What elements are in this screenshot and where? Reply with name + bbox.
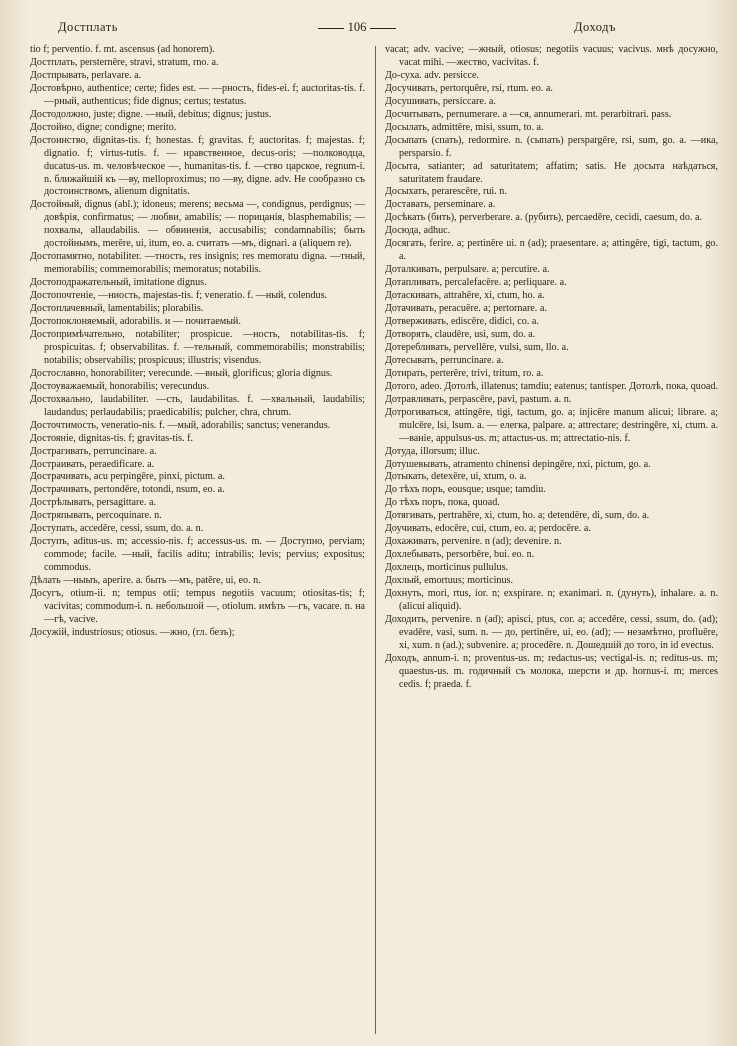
entry-headword: Достодолжно, [30, 108, 91, 120]
entry-definition: juste; digne. —ный, debitus; dignus; justus. [93, 108, 272, 120]
dictionary-entry [385, 135, 718, 161]
entry-headword: Досѣкать (бить), [385, 212, 457, 224]
dictionary-entry [385, 316, 718, 329]
entry-headword: Дострачивать, [30, 471, 92, 483]
dictionary-entry [385, 381, 718, 394]
entry-definition: industriosus; otiosus. —жно, (гл. безъ); [71, 626, 235, 638]
dictionary-entry [385, 342, 718, 355]
entry-definition: pertrahēre, xi, ctum, ho. a; detendēre, di, sum, do. a. [438, 510, 650, 522]
entry-headword: Дотягивать, [385, 510, 436, 522]
dictionary-entry [385, 523, 718, 536]
entry-headword: Дотыкать, [385, 471, 429, 483]
entry-headword: Достраивать, [30, 458, 87, 470]
entry-definition: perpulsare. a; percutire. a. [444, 264, 550, 276]
entry-headword: Достплать, [30, 56, 78, 68]
entry-definition: otium-ii. n; tempus otii; tempus negotiis vacuum; otiositas-tis; f; vacivitas; commodum-i. n. небольшой —, otiolum. имѣть —гъ, vacare. n. на —гѣ, vacive. [44, 588, 365, 625]
dictionary-entry [385, 653, 718, 692]
entry-definition: ferire. a; pertinēre ui. n (ad); praesentare. a; attingēre, tigi, tactum, go. a. [399, 238, 718, 263]
dictionary-entry [30, 575, 365, 588]
entry-definition: persiccare. a. [442, 95, 496, 107]
entry-headword: Досыхать, [385, 186, 430, 198]
entry-headword: Дотесывать, [385, 354, 438, 366]
entry-headword: Доставать, [385, 199, 432, 211]
dictionary-entry [30, 70, 365, 83]
dictionary-entry [385, 186, 718, 199]
entry-headword: Достопримѣчательно, [30, 328, 125, 340]
page-number: 106 [347, 20, 367, 34]
dictionary-entry [30, 316, 365, 329]
entry-definition: notabiliter. —тность, res insignis; res memoratu digna. —тный, memorabilis; commemorabilis; memoratus; notabilis. [44, 251, 365, 276]
entry-definition: redormire. n. (сыпать) perspargēre, rsi, sum, go. a. —ика, persparsio. f. [399, 134, 718, 159]
dictionary-entry [30, 57, 365, 70]
entry-headword: Досточтимость, [30, 419, 99, 431]
dictionary-entry [30, 83, 365, 109]
entry-headword: Дотирать, [385, 367, 428, 379]
entry-definition: pervellēre, vulsi, sum, llo. a. [453, 341, 569, 353]
entry-headword: Дохлый, [385, 575, 422, 587]
entry-definition: persagittare. a. [96, 497, 156, 509]
dictionary-entry [385, 199, 718, 212]
entry-definition: persorbēre, bui. eo. n. [446, 549, 535, 561]
dictionary-entry [30, 471, 365, 484]
entry-headword: Досушивать, [385, 95, 441, 107]
entry-definition: persternēre, stravi, stratum, rno. a. [79, 56, 219, 68]
entry-definition: pervenire. n (ad); apisci, ptus, cor. a; accedēre, cessi, ssum, do. (ad); evadēre, vasi, sum. n. — до, pertinēre, ui, eo. (ad); — незамѣтно, profluēre, xi, xum. n (ad.); subvenire. a; procedēre. n. Дошедшій до того, in id evectus. [399, 613, 718, 651]
entry-headword: Досчитывать, [385, 108, 444, 120]
left-column [30, 44, 365, 1034]
entry-definition: peracuēre. a; pertornare. a. [438, 303, 547, 315]
entry-definition: veneratio-nis. f. —мый, adorabilis; sanctus; venerandus. [101, 419, 331, 431]
entry-headword: Досюда, [385, 225, 421, 237]
entry-definition: peraedificare. a. [89, 458, 155, 470]
entry-headword: Достряпывать, [30, 510, 94, 522]
dictionary-entry [385, 83, 718, 96]
dictionary-entry [30, 303, 365, 316]
entry-definition: perarescēre, rui. n. [431, 186, 507, 198]
dictionary-entry [385, 484, 718, 497]
dictionary-entry [30, 459, 365, 472]
entry-headword: Дохлебывать, [385, 549, 444, 561]
entry-headword: Досучивать, [385, 82, 438, 94]
entry-headword: Достоподражательный, [30, 277, 131, 289]
entry-definition: perlavare. a. [91, 69, 142, 81]
dictionary-entry [30, 510, 365, 523]
rule-right [370, 28, 396, 29]
entry-definition: aditus-us. m; accessio-nis. f; accessus-us. m. — Доступно, perviam; commode; facile. —ный, facilis aditu; intrabilis; levis; pervius; expositus; commodus. [44, 536, 365, 574]
dictionary-entry [30, 420, 365, 433]
header-right-guideword: Доходъ [574, 20, 616, 34]
dictionary-entry [385, 264, 718, 277]
entry-headword: Доходить, [385, 613, 429, 625]
dictionary-entry [385, 355, 718, 368]
entry-definition: perruncinare. a. [440, 354, 504, 366]
running-header [0, 20, 737, 38]
dictionary-entry [30, 368, 365, 381]
entry-definition: attrahēre, xi, ctum, ho. a. [443, 290, 545, 302]
dictionary-entry [30, 329, 365, 368]
dictionary-entry [385, 575, 718, 588]
dictionary-entry [30, 44, 365, 57]
dictionary-entry [30, 394, 365, 420]
entry-headword: Достохвально, [30, 393, 93, 405]
entry-definition: imitatione dignus. [133, 277, 207, 289]
entry-definition: percalefacēre. a; perliquare. a. [444, 277, 567, 289]
entry-headword: Досыта, [385, 160, 421, 172]
entry-definition: ediscēre, didici, co. a. [450, 316, 539, 328]
entry-definition: vacat; adv. vacive; —жный, otiosus; negotiis vacuus; vacivus. мнѣ досужно, vacat mihi. —жество, vacivitas. f. [385, 44, 718, 68]
entry-definition: honorabilis; verecundus. [109, 380, 210, 392]
entry-headword: Дотворять, [385, 328, 433, 340]
entry-definition: notabiliter; prospicue. —ность, notabilitas-tis. f; prospicuitas. f; observabilitas. f. —тельный, commemorabilis; monstrabilis; notabilis; observabilis; prospicuus; illustris; visendus. [44, 328, 365, 366]
entry-headword: Дохнуть, [385, 588, 424, 600]
entry-definition: пока, quoad. [447, 497, 500, 509]
dictionary-entry [30, 135, 365, 200]
dictionary-entry [30, 536, 365, 575]
entry-headword: Досыпать (спать), [385, 134, 464, 146]
entry-headword: Доступать, [30, 523, 78, 535]
entry-definition: pervenire. n (ad); devenire. n. [441, 536, 562, 548]
entry-headword: Дѣлать —ныыъ, [30, 575, 101, 587]
dictionary-entry [385, 161, 718, 187]
dictionary-entry [385, 446, 718, 459]
entry-definition: perseminare. a. [433, 199, 496, 211]
entry-definition: adv. persicce. [424, 69, 479, 81]
entry-definition: emortuus; morticinus. [424, 575, 513, 587]
dictionary-entry [30, 277, 365, 290]
dictionary-entry [30, 122, 365, 135]
entry-definition: pertondēre, totondi, nsum, eo. a. [93, 484, 225, 496]
entry-headword: Досугъ, [30, 588, 64, 600]
entry-headword: Досужій, [30, 626, 70, 638]
dictionary-entry [385, 407, 718, 446]
dictionary-entry [385, 238, 718, 264]
dictionary-entry [385, 109, 718, 122]
dictionary-entry [385, 44, 718, 70]
dictionary-entry [30, 251, 365, 277]
entry-definition: pertorquēre, rsi, rtum. eo. a. [440, 82, 553, 94]
entry-definition: adorabilis. и — почитаемый. [119, 316, 241, 328]
dictionary-entry [385, 303, 718, 316]
entry-definition: adhuc. [423, 225, 451, 237]
page-number-block [302, 20, 412, 35]
entry-definition: detexēre, ui, xtum, o. a. [431, 471, 527, 483]
dictionary-entry [385, 562, 718, 575]
entry-definition: admittēre, misi, ssum, to. a. [431, 121, 544, 133]
entry-headword: Доталкивать, [385, 264, 442, 276]
entry-headword: До тѣхъ поръ, [385, 484, 446, 496]
entry-headword: Дотапливать, [385, 277, 443, 289]
entry-headword: Достойный, [30, 199, 82, 211]
entry-headword: Дотаскивать, [385, 290, 442, 302]
entry-headword: До-суха. [385, 69, 422, 81]
entry-definition: acu perpingēre, pinxi, pictum. a. [93, 471, 225, 483]
dictionary-entry [30, 199, 365, 251]
entry-headword: Дострѣлывать, [30, 497, 95, 509]
dictionary-entry [385, 70, 718, 83]
rule-left [318, 28, 344, 29]
entry-definition: perterēre, trivi, tritum, ro. a. [430, 367, 544, 379]
dictionary-entry [385, 459, 718, 472]
dictionary-entry [385, 536, 718, 549]
entry-definition: adeo. Дотолѣ, illatenus; tamdiu; eatenus; tantisper. Дотолѣ, пока, quoad. [420, 380, 718, 392]
dictionary-entry [385, 225, 718, 238]
dictionary-entry [30, 109, 365, 122]
dictionary-entry [385, 212, 718, 225]
entry-headword: Дотеребливать, [385, 341, 452, 353]
dictionary-entry [385, 368, 718, 381]
dictionary-entry [385, 614, 718, 653]
entry-definition: dignitas-tis. f; gravitas-tis. f. [78, 432, 194, 444]
entry-definition: lamentabilis; plorabilis. [107, 303, 204, 315]
entry-headword: Достойно, [30, 121, 75, 133]
entry-definition: satianter; ad saturitatem; affatim; satis. Не досыта наѣдаться, saturitatem fraudare. [399, 160, 718, 185]
entry-definition: atramento chinensi depingēre, nxi, pictum, go. a. [453, 458, 651, 470]
entry-headword: Достопоклоняемый, [30, 316, 118, 328]
dictionary-entry [385, 471, 718, 484]
entry-headword: Достопочтеніе, [30, 290, 96, 302]
entry-definition: mori, rtus, ior. n; exspirare. n; exanimari. n. (дунуть), inhalare. a. n. (alicui aliquid). [399, 588, 718, 612]
right-column [385, 44, 718, 1034]
entry-headword: Дохаживать, [385, 536, 440, 548]
dictionary-entry [30, 627, 365, 640]
dictionary-entry [385, 510, 718, 523]
entry-headword: Достпрывать, [30, 69, 89, 81]
entry-headword: Дотрогиваться, [385, 406, 451, 418]
entry-headword: Дотушевывать, [385, 458, 451, 470]
entry-definition: authentice; certe; fides est. — —рность, fides-ei. f; auctoritas-tis. f. —рный, authenticus; fide dignus; certus; testatus. [44, 82, 365, 107]
entry-headword: Доучивать, [385, 523, 433, 535]
dictionary-entry [30, 523, 365, 536]
dictionary-entry [30, 484, 365, 497]
entry-definition: attingēre, tigi, tactum, go. a; injicēre manum alicui; librare. a; mulcēre, lsi, lsum. a. — елегка, palpare. a; attrectare; destringēre, xi, ctum. a. —ваніе, appulsus-us. m; attactus-us. m; attrectatio-nis. f. [399, 406, 718, 444]
entry-headword: Достоплачевный, [30, 303, 106, 315]
dictionary-entry [30, 290, 365, 303]
entry-headword: Достославно, [30, 367, 89, 379]
dictionary-entry [30, 588, 365, 627]
dictionary-entry [30, 497, 365, 510]
entry-definition: —ниость, majestas-tis. f; veneratio. f. —ный, colendus. [98, 290, 328, 302]
entry-headword: Достоинство, [30, 134, 89, 146]
entry-headword: Доходъ, [385, 652, 420, 664]
entry-definition: digne; condigne; merito. [77, 121, 177, 133]
dictionary-entry [385, 277, 718, 290]
entry-headword: Дострагивать, [30, 445, 91, 457]
dictionary-entry [385, 549, 718, 562]
entry-definition: laudabiliter. —сть, laudabilitas. f. —хвальный, laudabilis; laudandus; perlaudabilis; praedicabilis; pulcher, chra, chrum. [44, 393, 365, 418]
entry-headword: Дотверживать, [385, 316, 449, 328]
entry-definition: perruncinare. a. [93, 445, 157, 457]
entry-definition: illorsum; illuc. [420, 445, 480, 457]
entry-headword: До тѣхъ поръ, [385, 497, 446, 509]
dictionary-entry [385, 588, 718, 614]
entry-definition: morticinus pullulus. [427, 562, 509, 574]
entry-headword: Доступъ, [30, 536, 70, 548]
entry-definition: eousque; usque; tamdiu. [447, 484, 546, 496]
entry-headword: Достояніе, [30, 432, 76, 444]
entry-definition: perpascēre, pavi, pastum. a. n. [449, 393, 572, 405]
entry-headword: Достоуважаемый, [30, 380, 108, 392]
dictionary-entry [385, 290, 718, 303]
entry-headword: Досылать, [385, 121, 430, 133]
entry-definition: claudēre, usi, sum, do. a. [434, 328, 536, 340]
entry-headword: Дострачивать, [30, 484, 92, 496]
entry-definition: edocēre, cui, ctum, eo. a; perdocēre. a. [435, 523, 591, 535]
dictionary-entry [385, 497, 718, 510]
header-left-guideword: Достплать [58, 20, 118, 34]
column-divider [375, 46, 376, 1034]
entry-definition: perverberare. a. (рубить), percaedēre, cecidi, caesum, do. a. [459, 212, 703, 224]
entry-headword: Дотого, [385, 380, 418, 392]
dictionary-entry [385, 394, 718, 407]
entry-headword: Дотравливать, [385, 393, 447, 405]
dictionary-entry [385, 122, 718, 135]
entry-definition: tio f; perventio. f. mt. ascensus (ad honorem). [30, 44, 215, 55]
entry-headword: Досягать, [385, 238, 427, 250]
entry-definition: dignitas-tis. f; honestas. f; gravitas. f; auctoritas. f; majestas. f; dignatio. f; virtus-tutis. f. — нравственное, decus-oris; —полководца, ducatus-us. m. человѣческое —, humanitas-tis. f. —ство царское, regnum-i. n. ближайшій къ —ву, melloproximus; по —ву, digne. adv. Не сообразно съ достоинствомъ, alienum dignitatis. [44, 134, 365, 198]
entry-definition: annum-i. n; proventus-us. m; redactus-us; vectigal-is. n; reditus-us. m; quaestus-us. m. годичный съ молока, шерсти и др. hornus-i. m; merces cedis. f; praeda. f. [399, 652, 718, 690]
dictionary-entry [30, 433, 365, 446]
entry-headword: Дотуда, [385, 445, 418, 457]
dictionary-entry [385, 329, 718, 342]
entry-definition: aperire. a. быть —мъ, patēre, ui, eo. n. [102, 575, 261, 587]
dictionary-entry [30, 381, 365, 394]
entry-headword: Дохлецъ, [385, 562, 425, 574]
entry-headword: Достовѣрно, [30, 82, 85, 94]
entry-definition: accedēre, cessi, ssum, do. a. n. [79, 523, 204, 535]
entry-definition: dignus (abl.); idoneus; merens; весьма —, condignus, perdignus; — довѣрія, confirmatus; — любви, amabilis; — порицанія, blasphemabilis; — похвалы, allaudabilis. — обвиненія, accusabilis; condamnabilis; быть достойнымъ, merēre, ui, itum, eo. a. считать —мъ, dignari. a (aliquem re). [44, 199, 365, 250]
entry-headword: Достопамятно, [30, 251, 95, 263]
entry-headword: Дотачивать, [385, 303, 437, 315]
dictionary-entry [30, 446, 365, 459]
entry-definition: percoquinare. n. [96, 510, 162, 522]
entry-definition: honorabiliter; verecunde. —вный, glorificus; gloria dignus. [90, 367, 333, 379]
entry-definition: pernumerare. a —ся, annumerari. mt. perarbitrari. pass. [446, 108, 672, 120]
dictionary-entry [385, 96, 718, 109]
